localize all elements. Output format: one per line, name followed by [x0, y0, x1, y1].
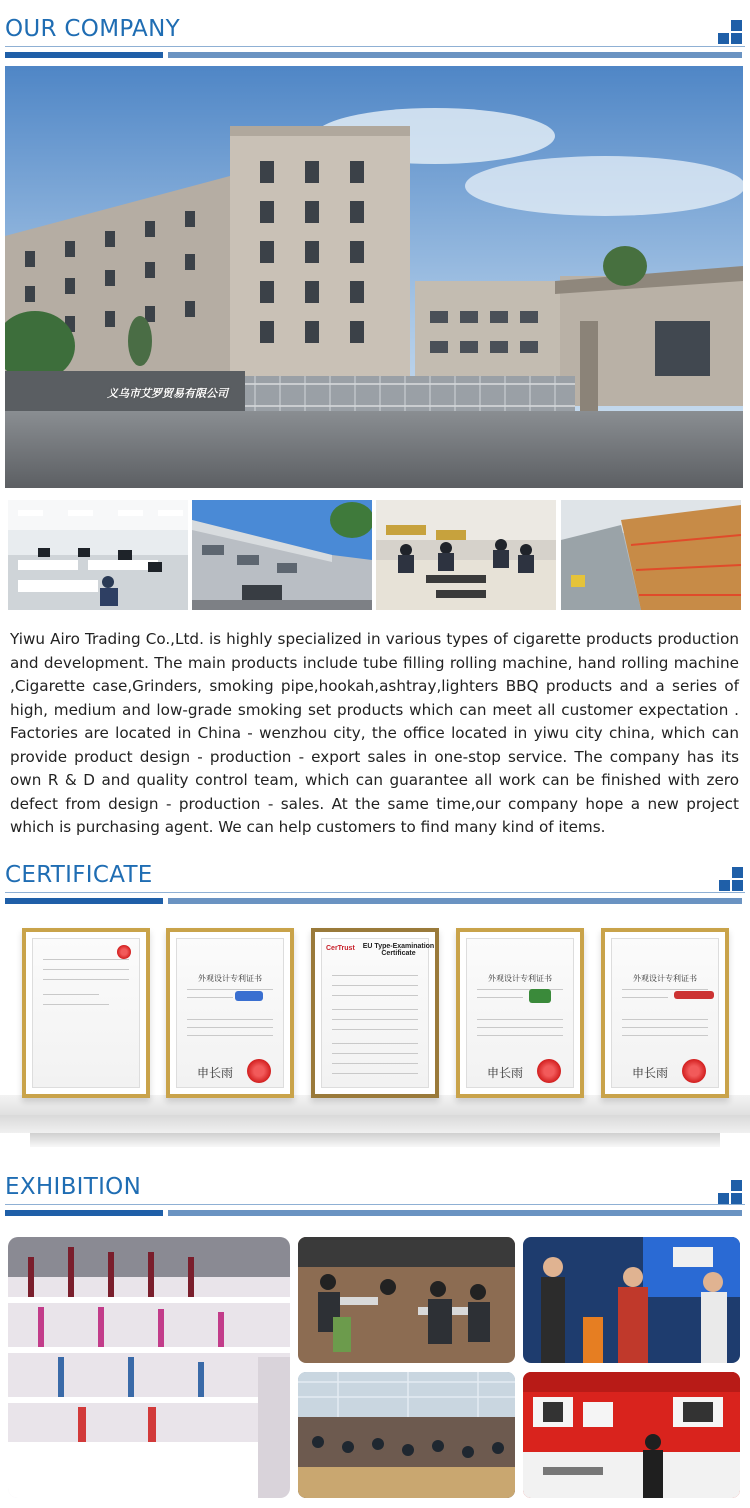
grid-squares-icon [718, 20, 742, 44]
hookah-display-photo [8, 1237, 290, 1498]
section-title-company: OUR COMPANY [5, 16, 180, 42]
warehouse-interior-photo [561, 500, 741, 610]
certificate-shelf-front [0, 1115, 750, 1133]
section-title-exhibition: EXHIBITION [5, 1174, 142, 1200]
exhibition-hall-photo [298, 1372, 515, 1498]
section-title-certificate: CERTIFICATE [5, 862, 153, 888]
header-bar-light [168, 1210, 742, 1216]
header-bar-dark [5, 898, 163, 904]
header-bar-dark [5, 1210, 163, 1216]
header-bar-dark [5, 52, 163, 58]
header-bar-light [168, 898, 742, 904]
header-rule [5, 892, 745, 893]
header-bar-light [168, 52, 742, 58]
signature: 申长雨 [197, 1066, 234, 1080]
patent-title: 外观设计专利证书 [198, 974, 262, 983]
office-photo [8, 500, 188, 610]
certificate-shelf [0, 1095, 750, 1115]
grid-squares-icon [718, 1180, 742, 1204]
exhibition-booth-photo [523, 1237, 740, 1363]
patent-title: 外观设计专利证书 [633, 974, 697, 983]
certificate-shelf-shadow [30, 1133, 720, 1147]
signature: 申长雨 [487, 1066, 524, 1080]
grid-squares-icon [719, 867, 743, 891]
eu-certificate-title: EU Type-Examination Certificate [362, 943, 435, 957]
signature: 申长雨 [632, 1066, 669, 1080]
company-building-photo [5, 66, 743, 488]
red-booth-photo [523, 1372, 740, 1498]
company-description: Yiwu Airo Trading Co.,Ltd. is highly specialized in various types of cigarette products production and development. The main products include tube filling rolling machine, hand rolling machine ,Cigarette case,Grinders, smoking pipe,hookah,ashtray,lighters BBQ products and a series of high, medium and low-grade smoking set products which can meet all customer expectation . Factories are located in China - wenzhou city, the office located in yiwu city china, which can provide product design - production - export sales in one-stop service. The company has its own R & D and quality control team, which can guarantee all work can be finished with zero defect from design - production - sales. At the same time,our company hope a new project which is purchasing agent. We can help customers to find many kind of items. [10, 630, 739, 836]
certificate-4 [456, 928, 584, 1098]
patent-title: 外观设计专利证书 [488, 974, 552, 983]
certificate-5 [601, 928, 729, 1098]
building-sign-text: 义乌市艾罗贸易有限公司 [107, 387, 228, 400]
certrust-logo: CerTrust [326, 945, 355, 952]
warehouse-exterior-photo [192, 500, 372, 610]
header-rule [5, 1204, 745, 1205]
workshop-photo [376, 500, 556, 610]
header-rule [5, 46, 745, 47]
certificate-1 [22, 928, 150, 1098]
certificate-2 [166, 928, 294, 1098]
certificate-3 [311, 928, 439, 1098]
exhibition-meeting-photo [298, 1237, 515, 1363]
